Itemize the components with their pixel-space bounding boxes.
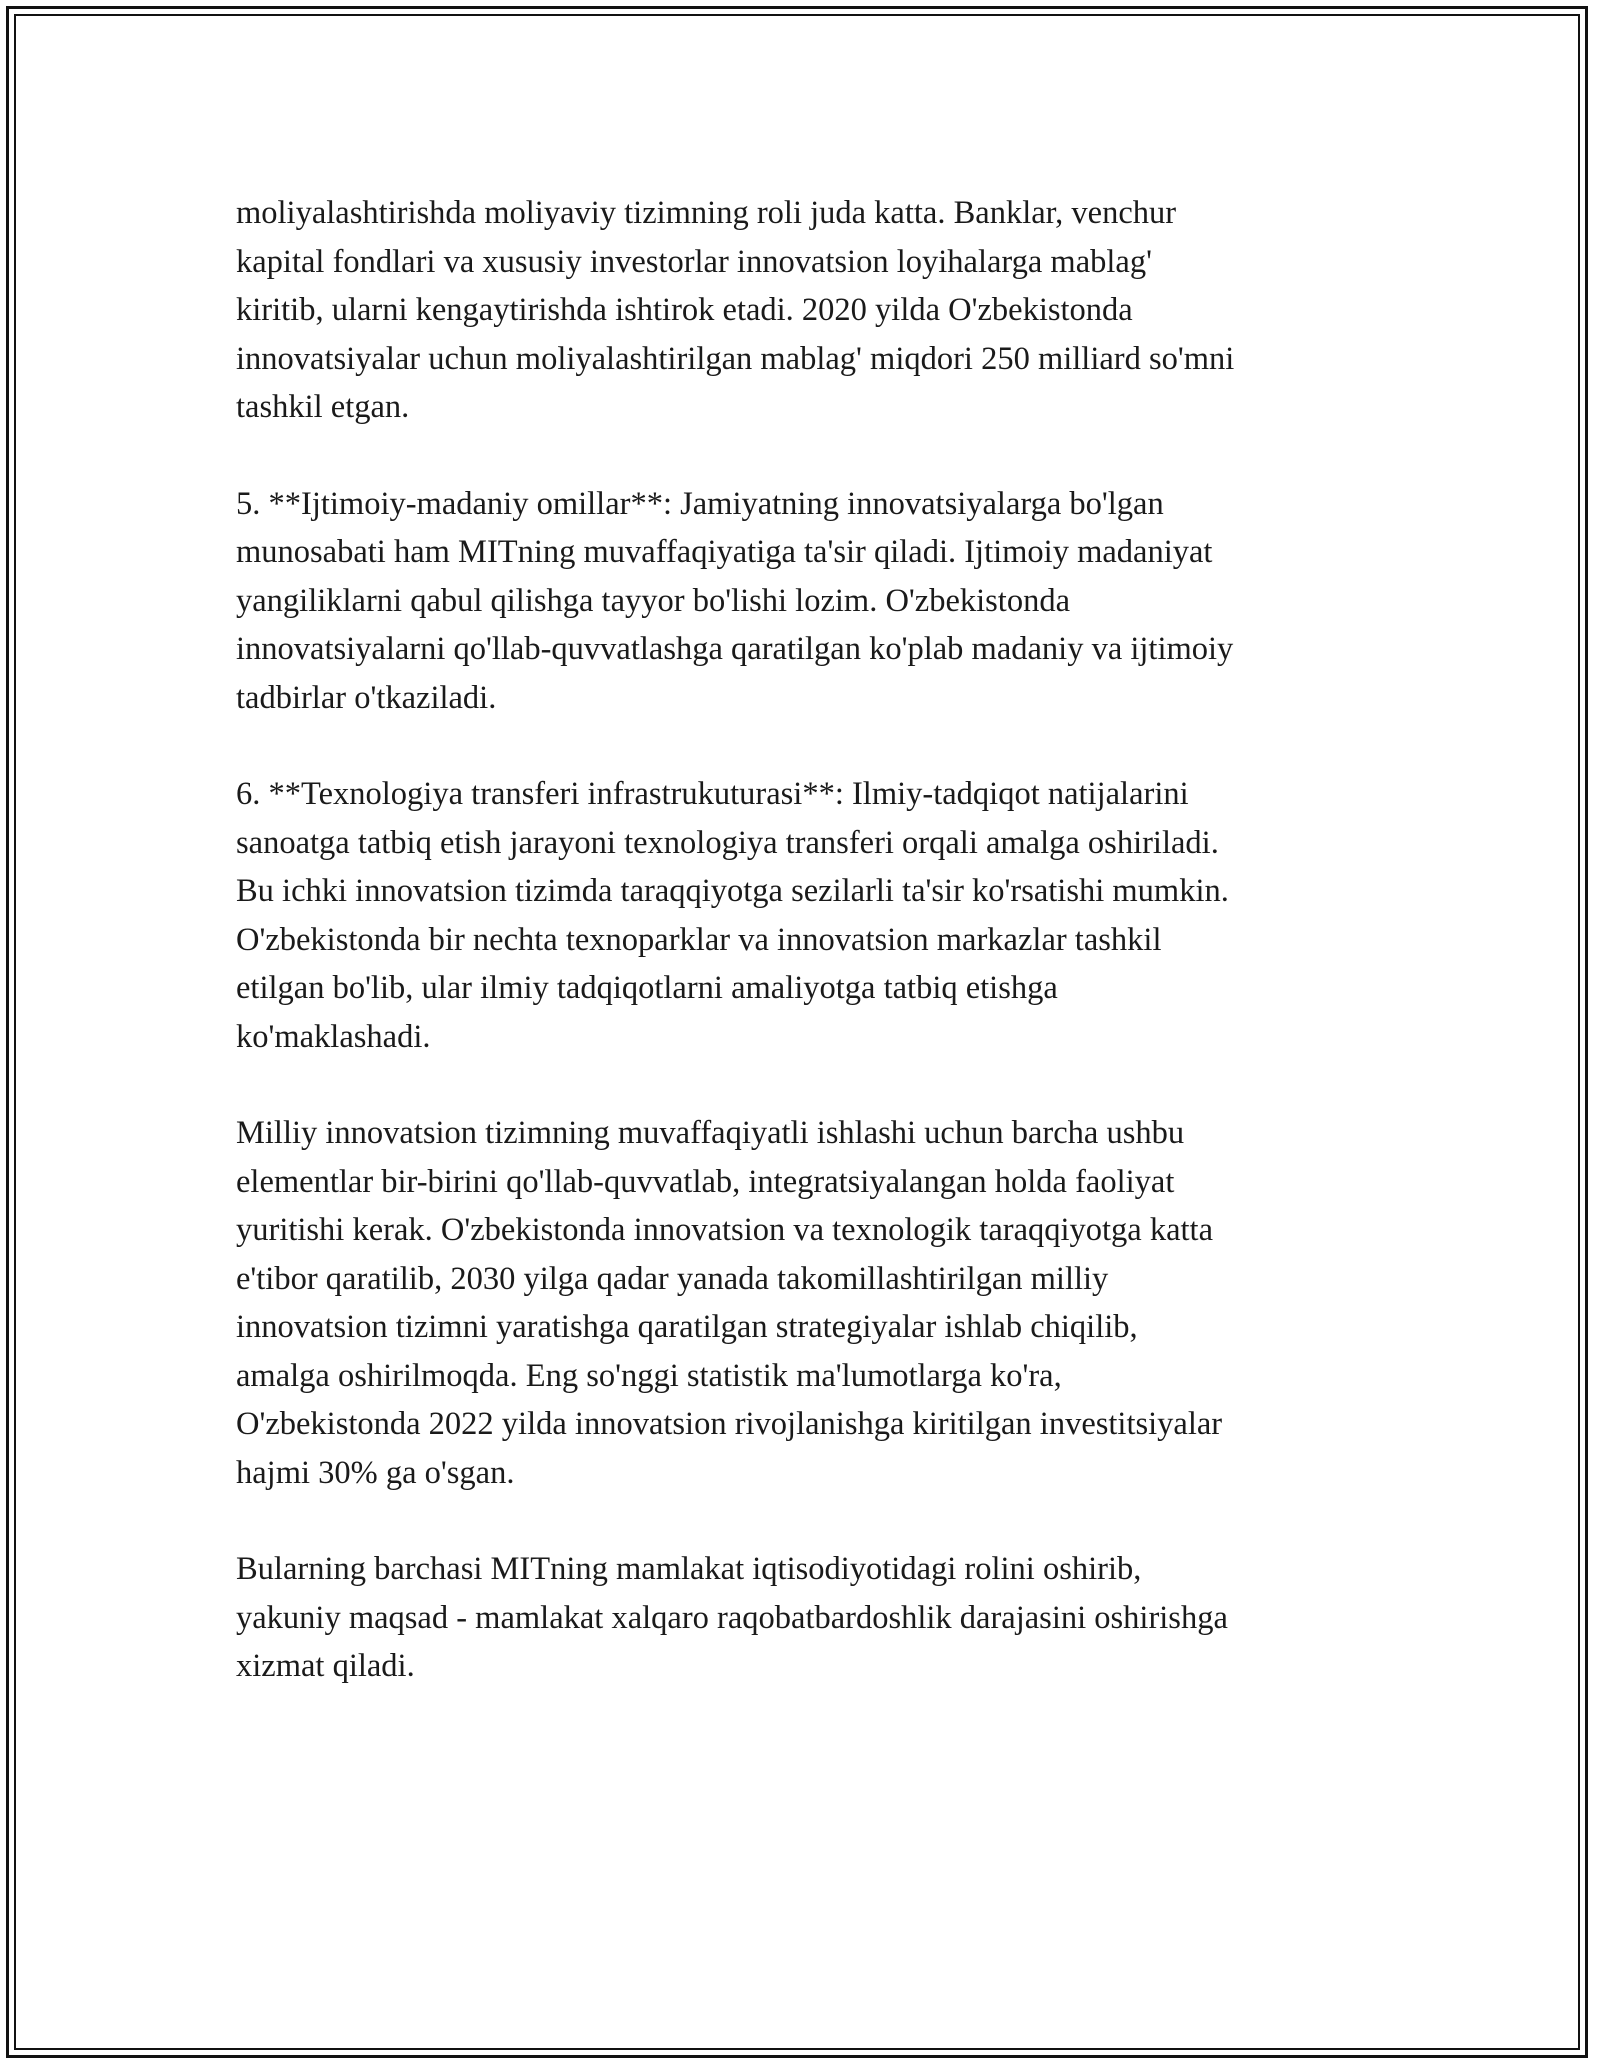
text-line: 5. **Ijtimoiy-madaniy omillar**: Jamiyatning innovatsiyalarga bo'lgan: [236, 485, 1164, 522]
text-line: ko'maklashadi.: [236, 1018, 431, 1055]
text-line: munosabati ham MITning muvaffaqiyatiga ta'sir qiladi. Ijtimoiy madaniyat: [236, 534, 1213, 570]
text-line: etilgan bo'lib, ular ilmiy tadqiqotlarni amaliyotga tatbiq etishga: [236, 970, 1058, 1006]
text-line: yuritishi kerak. O'zbekistonda innovatsion va texnologik taraqqiyotga katta: [236, 1212, 1214, 1248]
paragraph-conclusion: [236, 1545, 1364, 1691]
paragraph-socio-cultural: [236, 480, 1364, 723]
text-line: kiritib, ularni kengaytirishda ishtirok etadi. 2020 yilda O'zbekistonda: [236, 292, 1133, 328]
text-line: moliyalashtirishda moliyaviy tizimning roli juda katta. Banklar, venchur: [236, 195, 1177, 231]
text-line: Bu ichki innovatsion tizimda taraqqiyotga sezilarli ta'sir ko'rsatishi mumkin.: [236, 873, 1229, 909]
paragraph-national-innovation-system: [236, 1109, 1364, 1497]
text-line: xizmat qiladi.: [236, 1648, 415, 1684]
text-line: Milliy innovatsion tizimning muvaffaqiyatli ishlashi uchun barcha ushbu: [236, 1115, 1185, 1151]
paragraph-financing: [236, 189, 1364, 432]
text-line: tashkil etgan.: [236, 389, 410, 425]
text-line: tadbirlar o'tkaziladi.: [236, 679, 497, 716]
paragraph-technology-transfer: [236, 770, 1364, 1061]
text-line: yangiliklarni qabul qilishga tayyor bo'lishi lozim. O'zbekistonda: [236, 582, 1071, 619]
text-line: hajmi 30% ga o'sgan.: [236, 1454, 515, 1491]
text-line: 6. **Texnologiya transferi infrastrukuturasi**: Ilmiy-tadqiqot natijalarini: [236, 776, 1189, 812]
document-body: [236, 189, 1364, 1739]
text-line: Bularning barchasi MITning mamlakat iqtisodiyotidagi rolini oshirib,: [236, 1551, 1142, 1587]
text-line: innovatsiyalar uchun moliyalashtirilgan mablag' miqdori 250 milliard so'mni: [236, 340, 1235, 377]
text-line: sanoatga tatbiq etish jarayoni texnologiya transferi orqali amalga oshiriladi.: [236, 824, 1219, 861]
text-line: e'tibor qaratilib, 2030 yilga qadar yanada takomillashtirilgan milliy: [236, 1260, 1109, 1297]
text-line: amalga oshirilmoqda. Eng so'nggi statistik ma'lumotlarga ko'ra,: [236, 1357, 1062, 1394]
text-line: O'zbekistonda bir nechta texnoparklar va innovatsion markazlar tashkil: [236, 921, 1162, 958]
text-line: O'zbekistonda 2022 yilda innovatsion rivojlanishga kiritilgan investitsiyalar: [236, 1406, 1223, 1442]
text-line: elementlar bir-birini qo'llab-quvvatlab, integratsiyalangan holda faoliyat: [236, 1163, 1175, 1200]
text-line: innovatsion tizimni yaratishga qaratilgan strategiyalar ishlab chiqilib,: [236, 1309, 1138, 1345]
text-line: innovatsiyalarni qo'llab-quvvatlashga qaratilgan ko'plab madaniy va ijtimoiy: [236, 631, 1234, 667]
text-line: yakuniy maqsad - mamlakat xalqaro raqobatbardoshlik darajasini oshirishga: [236, 1599, 1228, 1636]
text-line: kapital fondlari va xususiy investorlar innovatsion loyihalarga mablag': [236, 243, 1152, 280]
